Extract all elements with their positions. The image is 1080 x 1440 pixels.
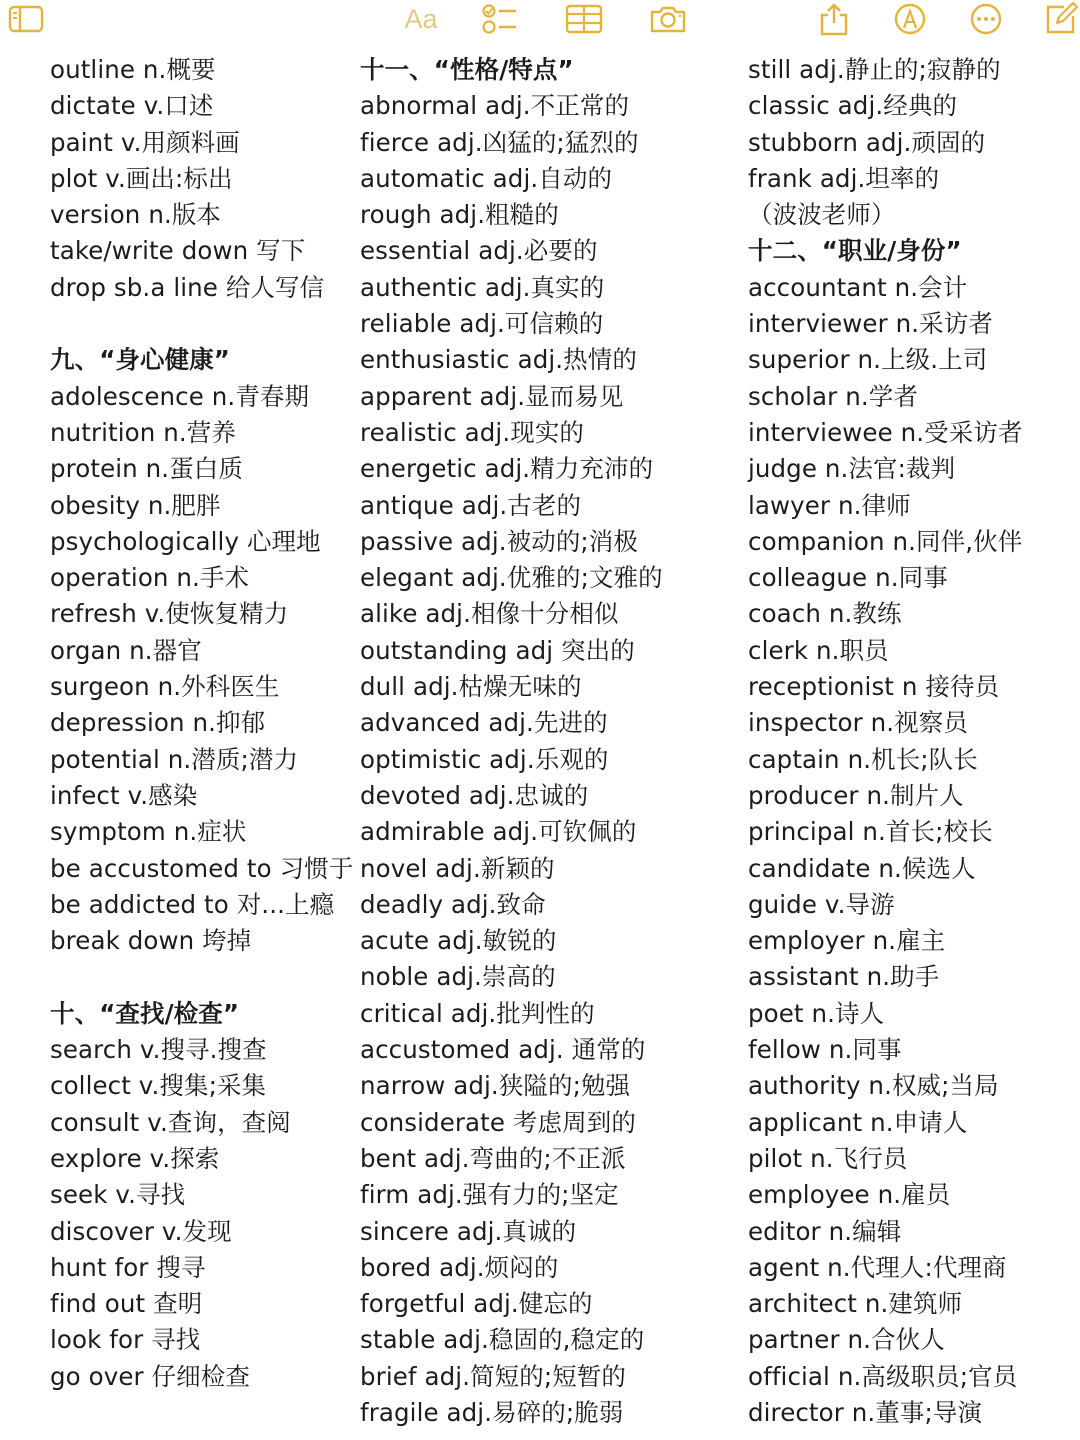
vocab-entry: novel adj.新颖的 [360, 853, 555, 883]
vocab-entry: take/write down 写下 [50, 236, 306, 266]
vocab-entry: narrow adj.狭隘的;勉强 [360, 1071, 631, 1101]
vocab-entry: infect v.感染 [50, 780, 198, 810]
vocab-entry: considerate 考虑周到的 [360, 1107, 636, 1137]
vocab-entry: paint v.用颜料画 [50, 127, 240, 157]
vocab-entry: explore v.探索 [50, 1143, 220, 1173]
vocab-entry: lawyer n.律师 [748, 490, 911, 520]
vocab-entry: assistant n.助手 [748, 962, 940, 992]
vocab-entry: organ n.器官 [50, 635, 202, 665]
vocab-entry: be addicted to 对...上瘾 [50, 889, 335, 919]
vocab-entry: adolescence n.青春期 [50, 381, 310, 411]
vocab-entry: search v.搜寻.搜查 [50, 1035, 267, 1065]
vocab-entry: enthusiastic adj.热情的 [360, 345, 637, 375]
vocab-entry: fragile adj.易碎的;脆弱 [360, 1397, 624, 1427]
sidebar-icon[interactable] [4, 0, 48, 38]
vocab-entry: passive adj.被动的;消极 [360, 526, 638, 556]
vocab-entry: poet n.诗人 [748, 998, 885, 1028]
vocab-entry: go over 仔细检查 [50, 1361, 250, 1391]
blank-line [50, 306, 350, 342]
vocab-entry: consult v.查询，查阅 [50, 1107, 291, 1137]
vocab-entry: sincere adj.真诚的 [360, 1216, 577, 1246]
vocab-entry: noble adj.崇高的 [360, 962, 556, 992]
table-icon[interactable] [562, 0, 606, 38]
vocab-entry: fellow n.同事 [748, 1035, 902, 1065]
camera-icon[interactable] [646, 0, 690, 38]
vocab-entry: authentic adj.真实的 [360, 272, 605, 302]
vocab-entry: depression n.抑郁 [50, 708, 266, 738]
vocab-entry: firm adj.强有力的;坚定 [360, 1180, 619, 1210]
vocab-entry: stubborn adj.顽固的 [748, 127, 986, 157]
vocab-entry: producer n.制片人 [748, 780, 964, 810]
vocab-entry: interviewer n.采访者 [748, 309, 993, 339]
vocab-entry: architect n.建筑师 [748, 1289, 963, 1319]
vocab-entry: brief adj.简短的;短暂的 [360, 1361, 627, 1391]
vocab-entry: seek v.寻找 [50, 1180, 186, 1210]
vocab-entry: elegant adj.优雅的;文雅的 [360, 563, 663, 593]
note-column-1 [50, 52, 354, 1395]
note-column-2 [360, 52, 740, 1431]
vocab-entry: operation n.手术 [50, 563, 250, 593]
section-heading: 十、“查找/检查” [50, 998, 240, 1028]
vocab-entry: deadly adj.致命 [360, 889, 546, 919]
vocab-entry: refresh v.使恢复精力 [50, 599, 289, 629]
vocab-entry: superior n.上级.上司 [748, 345, 988, 375]
vocab-entry: look for 寻找 [50, 1325, 201, 1355]
vocab-entry: plot v.画出:标出 [50, 163, 233, 193]
vocab-entry: accustomed adj. 通常的 [360, 1035, 646, 1065]
vocab-entry: outstanding adj 突出的 [360, 635, 635, 665]
vocab-entry: partner n.合伙人 [748, 1325, 945, 1355]
vocab-entry: potential n.潜质;潜力 [50, 744, 299, 774]
vocab-entry: psychologically 心理地 [50, 526, 321, 556]
text-format-icon[interactable]: Aa [404, 3, 438, 34]
vocab-entry: antique adj.古老的 [360, 490, 582, 520]
vocab-entry: hunt for 搜寻 [50, 1252, 206, 1282]
vocab-entry: apparent adj.显而易见 [360, 381, 624, 411]
vocab-entry: editor n.编辑 [748, 1216, 902, 1246]
vocab-entry: clerk n.职员 [748, 635, 889, 665]
vocab-entry: scholar n.学者 [748, 381, 918, 411]
vocab-entry: break down 垮掉 [50, 926, 252, 956]
note-body[interactable] [0, 52, 1080, 1440]
vocab-entry: director n.董事;导演 [748, 1397, 983, 1427]
checklist-icon[interactable] [478, 0, 522, 38]
vocab-entry: energetic adj.精力充沛的 [360, 454, 654, 484]
section-heading: 九、“身心健康” [50, 345, 231, 375]
vocab-entry: inspector n.视察员 [748, 708, 968, 738]
vocab-entry: applicant n.申请人 [748, 1107, 968, 1137]
section-heading: 十二、“职业/身份” [748, 236, 962, 266]
compose-icon[interactable] [1040, 0, 1080, 38]
vocab-entry: authority n.权威;当局 [748, 1071, 999, 1101]
vocab-entry: outline n.概要 [50, 55, 216, 84]
vocab-entry: employee n.雇员 [748, 1180, 951, 1210]
vocab-entry: realistic adj.现实的 [360, 417, 585, 447]
vocab-entry: forgetful adj.健忘的 [360, 1289, 593, 1319]
vocab-entry: drop sb.a line 给人写信 [50, 272, 325, 302]
vocab-entry: stable adj.稳固的,稳定的 [360, 1325, 645, 1355]
vocab-entry: coach n.教练 [748, 599, 902, 629]
section-heading: 十一、“性格/特点” [360, 55, 574, 84]
vocab-entry: agent n.代理人:代理商 [748, 1252, 1007, 1282]
vocab-entry: dull adj.枯燥无味的 [360, 672, 582, 702]
vocab-entry: rough adj.粗糙的 [360, 200, 559, 230]
vocab-entry: obesity n.肥胖 [50, 490, 221, 520]
vocab-entry: candidate n.候选人 [748, 853, 976, 883]
more-icon[interactable] [964, 0, 1008, 38]
share-icon[interactable] [812, 0, 856, 38]
vocab-entry: colleague n.同事 [748, 563, 948, 593]
vocab-entry: automatic adj.自动的 [360, 163, 613, 193]
vocab-entry: acute adj.敏锐的 [360, 926, 557, 956]
vocab-entry: symptom n.症状 [50, 817, 247, 847]
vocab-entry: accountant n.会计 [748, 272, 968, 302]
vocab-entry: official n.高级职员;官员 [748, 1361, 1018, 1391]
vocab-entry: surgeon n.外科医生 [50, 672, 280, 702]
vocab-entry: companion n.同伴,伙伴 [748, 526, 1023, 556]
vocab-entry: guide v.导游 [748, 889, 895, 919]
vocab-entry: principal n.首长;校长 [748, 817, 993, 847]
vocab-entry: fierce adj.凶猛的;猛烈的 [360, 127, 639, 157]
vocab-entry: captain n.机长;队长 [748, 744, 978, 774]
vocab-entry: critical adj.批判性的 [360, 998, 595, 1028]
vocab-entry: advanced adj.先进的 [360, 708, 608, 738]
vocab-entry: essential adj.必要的 [360, 236, 598, 266]
vocab-entry: optimistic adj.乐观的 [360, 744, 609, 774]
blank-line [50, 959, 350, 995]
vocab-entry: judge n.法官:裁判 [748, 454, 956, 484]
vocab-entry: version n.版本 [50, 200, 222, 230]
vocab-entry: pilot n.飞行员 [748, 1143, 908, 1173]
vocab-entry: employer n.雇主 [748, 926, 946, 956]
note-column-3 [748, 52, 1078, 1431]
vocab-entry: discover v.发现 [50, 1216, 232, 1246]
vocab-entry: receptionist n 接待员 [748, 672, 1000, 702]
vocab-entry: reliable adj.可信赖的 [360, 309, 604, 339]
vocab-entry: admirable adj.可钦佩的 [360, 817, 637, 847]
vocab-entry: devoted adj.忠诚的 [360, 780, 589, 810]
vocab-entry: collect v.搜集;采集 [50, 1071, 267, 1101]
vocab-entry: classic adj.经典的 [748, 91, 958, 121]
vocab-entry: find out 查明 [50, 1289, 203, 1319]
vocab-entry: be accustomed to 习惯于 [50, 853, 354, 883]
vocab-entry: abnormal adj.不正常的 [360, 91, 630, 121]
vocab-entry: nutrition n.营养 [50, 417, 236, 447]
vocab-entry: frank adj.坦率的 [748, 163, 940, 193]
vocab-entry: bent adj.弯曲的;不正派 [360, 1143, 626, 1173]
markup-icon[interactable] [888, 0, 932, 38]
vocab-entry: bored adj.烦闷的 [360, 1252, 559, 1282]
vocab-entry: protein n.蛋白质 [50, 454, 243, 484]
vocab-entry: alike adj.相像十分相似 [360, 599, 619, 629]
vocab-entry: interviewee n.受采访者 [748, 417, 1023, 447]
notes-toolbar [0, 0, 1080, 40]
vocab-entry: dictate v.口述 [50, 91, 214, 121]
vocab-entry: still adj.静止的;寂静的 [748, 55, 1001, 84]
vocab-entry: （波波老师） [748, 200, 896, 230]
